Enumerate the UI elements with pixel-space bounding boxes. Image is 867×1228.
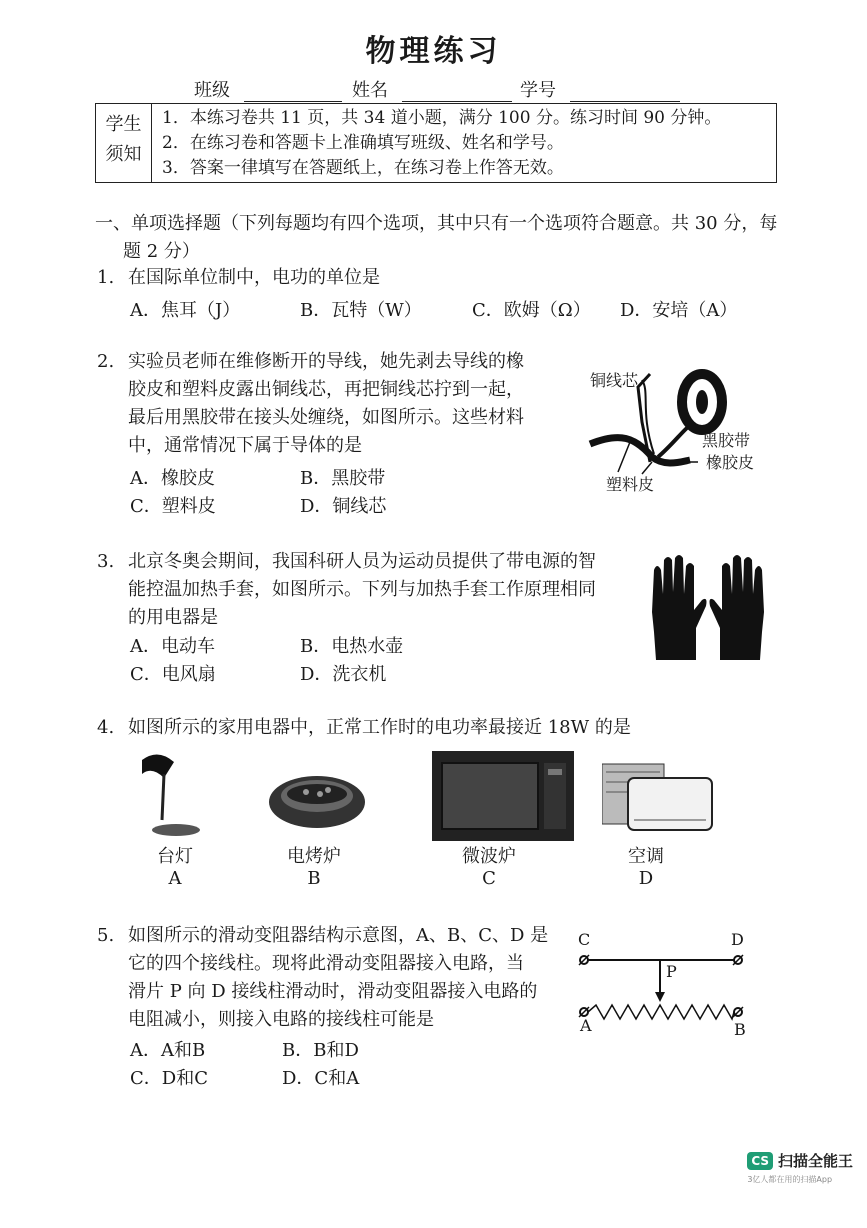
- class-blank: [244, 83, 342, 102]
- label-tape: 黑胶带: [702, 431, 751, 450]
- name-blank: [402, 83, 512, 102]
- q3-option-c: C．电风扇: [130, 664, 216, 685]
- terminal-b-label: B: [734, 1020, 746, 1039]
- electric-oven-image: [262, 770, 372, 836]
- q2-option-d: D．铜线芯: [300, 496, 387, 517]
- label-rubber: 橡胶皮: [706, 453, 755, 472]
- scanner-logo-icon: CS: [747, 1152, 773, 1170]
- q3-stem: 北京冬奥会期间，我国科研人员为运动员提供了带电源的智 能控温加热手套，如图所示。下列与加热手套工作原理相同 的用电器是: [128, 551, 596, 628]
- scanner-watermark: [747, 1150, 853, 1185]
- desk-lamp-image: [136, 752, 216, 838]
- id-blank: [570, 83, 680, 102]
- q1-number: 1.: [97, 267, 115, 288]
- q3-option-a: A．电动车: [130, 636, 215, 657]
- id-label: 学号: [520, 80, 556, 101]
- q2-number: 2.: [97, 351, 115, 372]
- q1-stem: 在国际单位制中，电功的单位是: [128, 267, 380, 288]
- class-label: 班级: [194, 80, 230, 101]
- brand-tagline: 3亿人都在用的扫描App: [747, 1175, 833, 1184]
- q1-option-a: A．焦耳（J）: [130, 300, 241, 321]
- class-field: [194, 76, 342, 102]
- terminal-c-label: C: [578, 930, 591, 949]
- appliance-c-letter: C: [482, 868, 496, 889]
- q1-option-b: B．瓦特（W）: [300, 300, 422, 321]
- q3-option-b: B．电热水壶: [300, 636, 404, 657]
- q5-number: 5.: [97, 925, 115, 946]
- microwave-image: [432, 751, 574, 841]
- q1-option-d: D．安培（A）: [620, 300, 738, 321]
- label-copper: 铜线芯: [590, 371, 639, 390]
- brand-name: 扫描全能王: [777, 1152, 853, 1170]
- section-heading: 一、单项选择题（下列每题均有四个选项，其中只有一个选项符合题意。共 30 分，每 题 2 分）: [95, 213, 778, 262]
- q2-option-b: B．黑胶带: [300, 468, 386, 489]
- q5-stem: 如图所示的滑动变阻器结构示意图，A、B、C、D 是 它的四个接线柱。现将此滑动变阻器接入电路，当 滑片 P 向 D 接线柱滑动时，滑动变阻器接入电路的 电阻减小，则接入电路的接线柱可能是: [128, 925, 549, 1030]
- id-field: [520, 76, 680, 102]
- terminal-a-label: A: [580, 1016, 592, 1035]
- q5-option-c: C．D和C: [130, 1068, 208, 1089]
- q5-option-b: B．B和D: [282, 1040, 359, 1061]
- appliance-d-letter: D: [638, 868, 654, 889]
- label-plastic: 塑料皮: [606, 475, 655, 494]
- page-title: 物理练习: [365, 34, 502, 69]
- notice-item: 1．本练习卷共 11 页，共 34 道小题，满分 100 分。练习时间 90 分钟。: [162, 108, 722, 128]
- appliance-b-name: 电烤炉: [287, 846, 341, 867]
- q4-stem: 如图所示的家用电器中，正常工作时的电功率最接近 18W 的是: [128, 717, 631, 738]
- q4-number: 4.: [97, 717, 115, 738]
- air-conditioner-image: [602, 762, 714, 836]
- q2-option-a: A．橡胶皮: [130, 468, 215, 489]
- appliance-a-letter: A: [168, 868, 182, 889]
- notice-item: 3．答案一律填写在答题纸上，在练习卷上作答无效。: [162, 158, 564, 178]
- q2-option-c: C．塑料皮: [130, 496, 216, 517]
- appliance-d-name: 空调: [628, 846, 664, 867]
- notice-label: 学生 须知: [96, 104, 152, 182]
- q5-option-a: A．A和B: [130, 1040, 206, 1061]
- appliance-b-letter: B: [307, 868, 321, 889]
- q3-number: 3.: [97, 551, 115, 572]
- q3-option-d: D．洗衣机: [300, 664, 387, 685]
- q1-option-c: C．欧姆（Ω）: [472, 300, 591, 321]
- notice-box: [95, 103, 777, 183]
- q2-stem: 实验员老师在维修断开的导线，她先剥去导线的橡 胶皮和塑料皮露出铜线芯，再把铜线芯拧到一起， 最后用黑胶带在接头处缠绕，如图所示。这些材料 中，通常情况下属于导体的是: [128, 351, 524, 456]
- notice-items: [162, 106, 721, 181]
- appliance-a-name: 台灯: [157, 846, 193, 867]
- appliance-c-name: 微波炉: [462, 846, 516, 867]
- name-label: 姓名: [352, 80, 388, 101]
- name-field: [352, 76, 512, 102]
- q5-option-d: D．C和A: [282, 1068, 360, 1089]
- notice-item: 2．在练习卷和答题卡上准确填写班级、姓名和学号。: [162, 133, 564, 153]
- terminal-d-label: D: [731, 930, 744, 949]
- heated-gloves-image: [644, 552, 772, 664]
- slider-p-label: P: [666, 962, 677, 981]
